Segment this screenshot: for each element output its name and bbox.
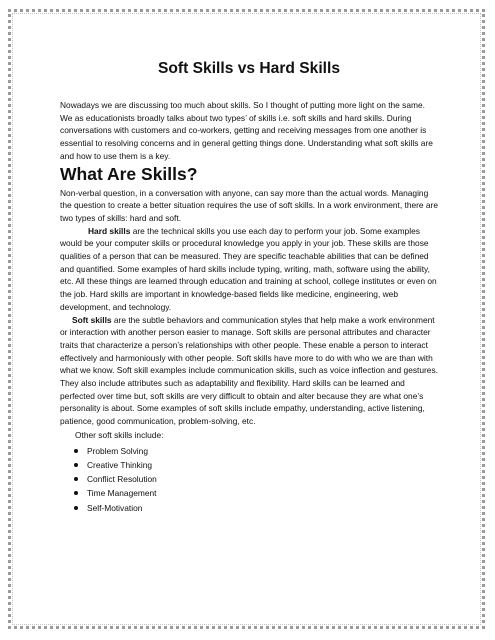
hard-skills-text: are the technical skills you use each day to perform your job. Some examples would be your computer skills or procedural knowledge you apply in your job. These skills are those qualities of a person that can be measured. They are specific teachable abilities that can be defined and quantified. Some examples of hard skills include typing, writing, math, software using the ability, etc. All these things are learned through education and training at school, college institutes or even on the job. Hard skills are important in knowledge-based fields like medicine, engineering, web development, and technology.	[60, 225, 437, 312]
list-item	[60, 486, 438, 500]
document-body	[60, 60, 438, 515]
list-item-label: Conflict Resolution	[87, 474, 157, 485]
list-item	[60, 458, 438, 472]
list-item	[60, 472, 438, 486]
list-item-label: Creative Thinking	[87, 459, 153, 470]
list-item	[60, 501, 438, 515]
hard-skills-paragraph	[60, 225, 438, 314]
list-item-label: Time Management	[87, 488, 157, 499]
soft-skills-term: Soft skills	[72, 314, 112, 325]
section-heading: What Are Skills?	[60, 163, 198, 184]
other-skills-intro: Other soft skills include:	[75, 429, 164, 440]
list-item	[60, 444, 438, 458]
bullet-icon	[74, 491, 78, 495]
bullet-icon	[74, 463, 78, 467]
list-item-label: Self-Motivation	[87, 502, 143, 513]
soft-skills-paragraph	[60, 314, 438, 428]
other-skills-list	[60, 444, 438, 515]
skills-paragraph: Non-verbal question, in a conversation with anyone, can say more than the actual words. Managing the question to create a better situation requires the use of soft skills. In a work environment, there are two types of skills: hard and soft.	[60, 187, 439, 223]
hard-skills-term: Hard skills	[88, 225, 131, 236]
bullet-icon	[74, 449, 78, 453]
intro-paragraph: Nowadays we are discussing too much about skills. So I thought of putting more light on the same. We as educationists broadly talks about two types’ of skills i.e. soft skills and hard skills. During conversations with customers and co-workers, getting and receiving messages from one another is essential to resolving concerns and in general getting things done. Understanding what soft skills are and how to use them is a key.	[60, 100, 433, 161]
list-item-label: Problem Solving	[87, 445, 148, 456]
bullet-icon	[74, 477, 78, 481]
bullet-icon	[74, 506, 78, 510]
document-title: Soft Skills vs Hard Skills	[157, 60, 340, 77]
soft-skills-text: are the subtle behaviors and communication styles that help make a work environment or interaction with another person easier to manage. Soft skills are personal attributes and character traits that characterize a person’s relationships with other people. These enable a person to interact effectively and harmoniously with other people. Soft skills have more to do with who we are than with what we know. Soft skill examples include communication skills, such as voice inflection and gestures. They also include attributes such as adaptability and flexibility. Hard skills can be learned and perfected over time but, soft skills are very difficult to obtain and alter because they are what one’s personality is about. Some examples of soft skills include empathy, understanding, active listening, patience, good communication, problem-solving, etc.	[60, 314, 438, 427]
